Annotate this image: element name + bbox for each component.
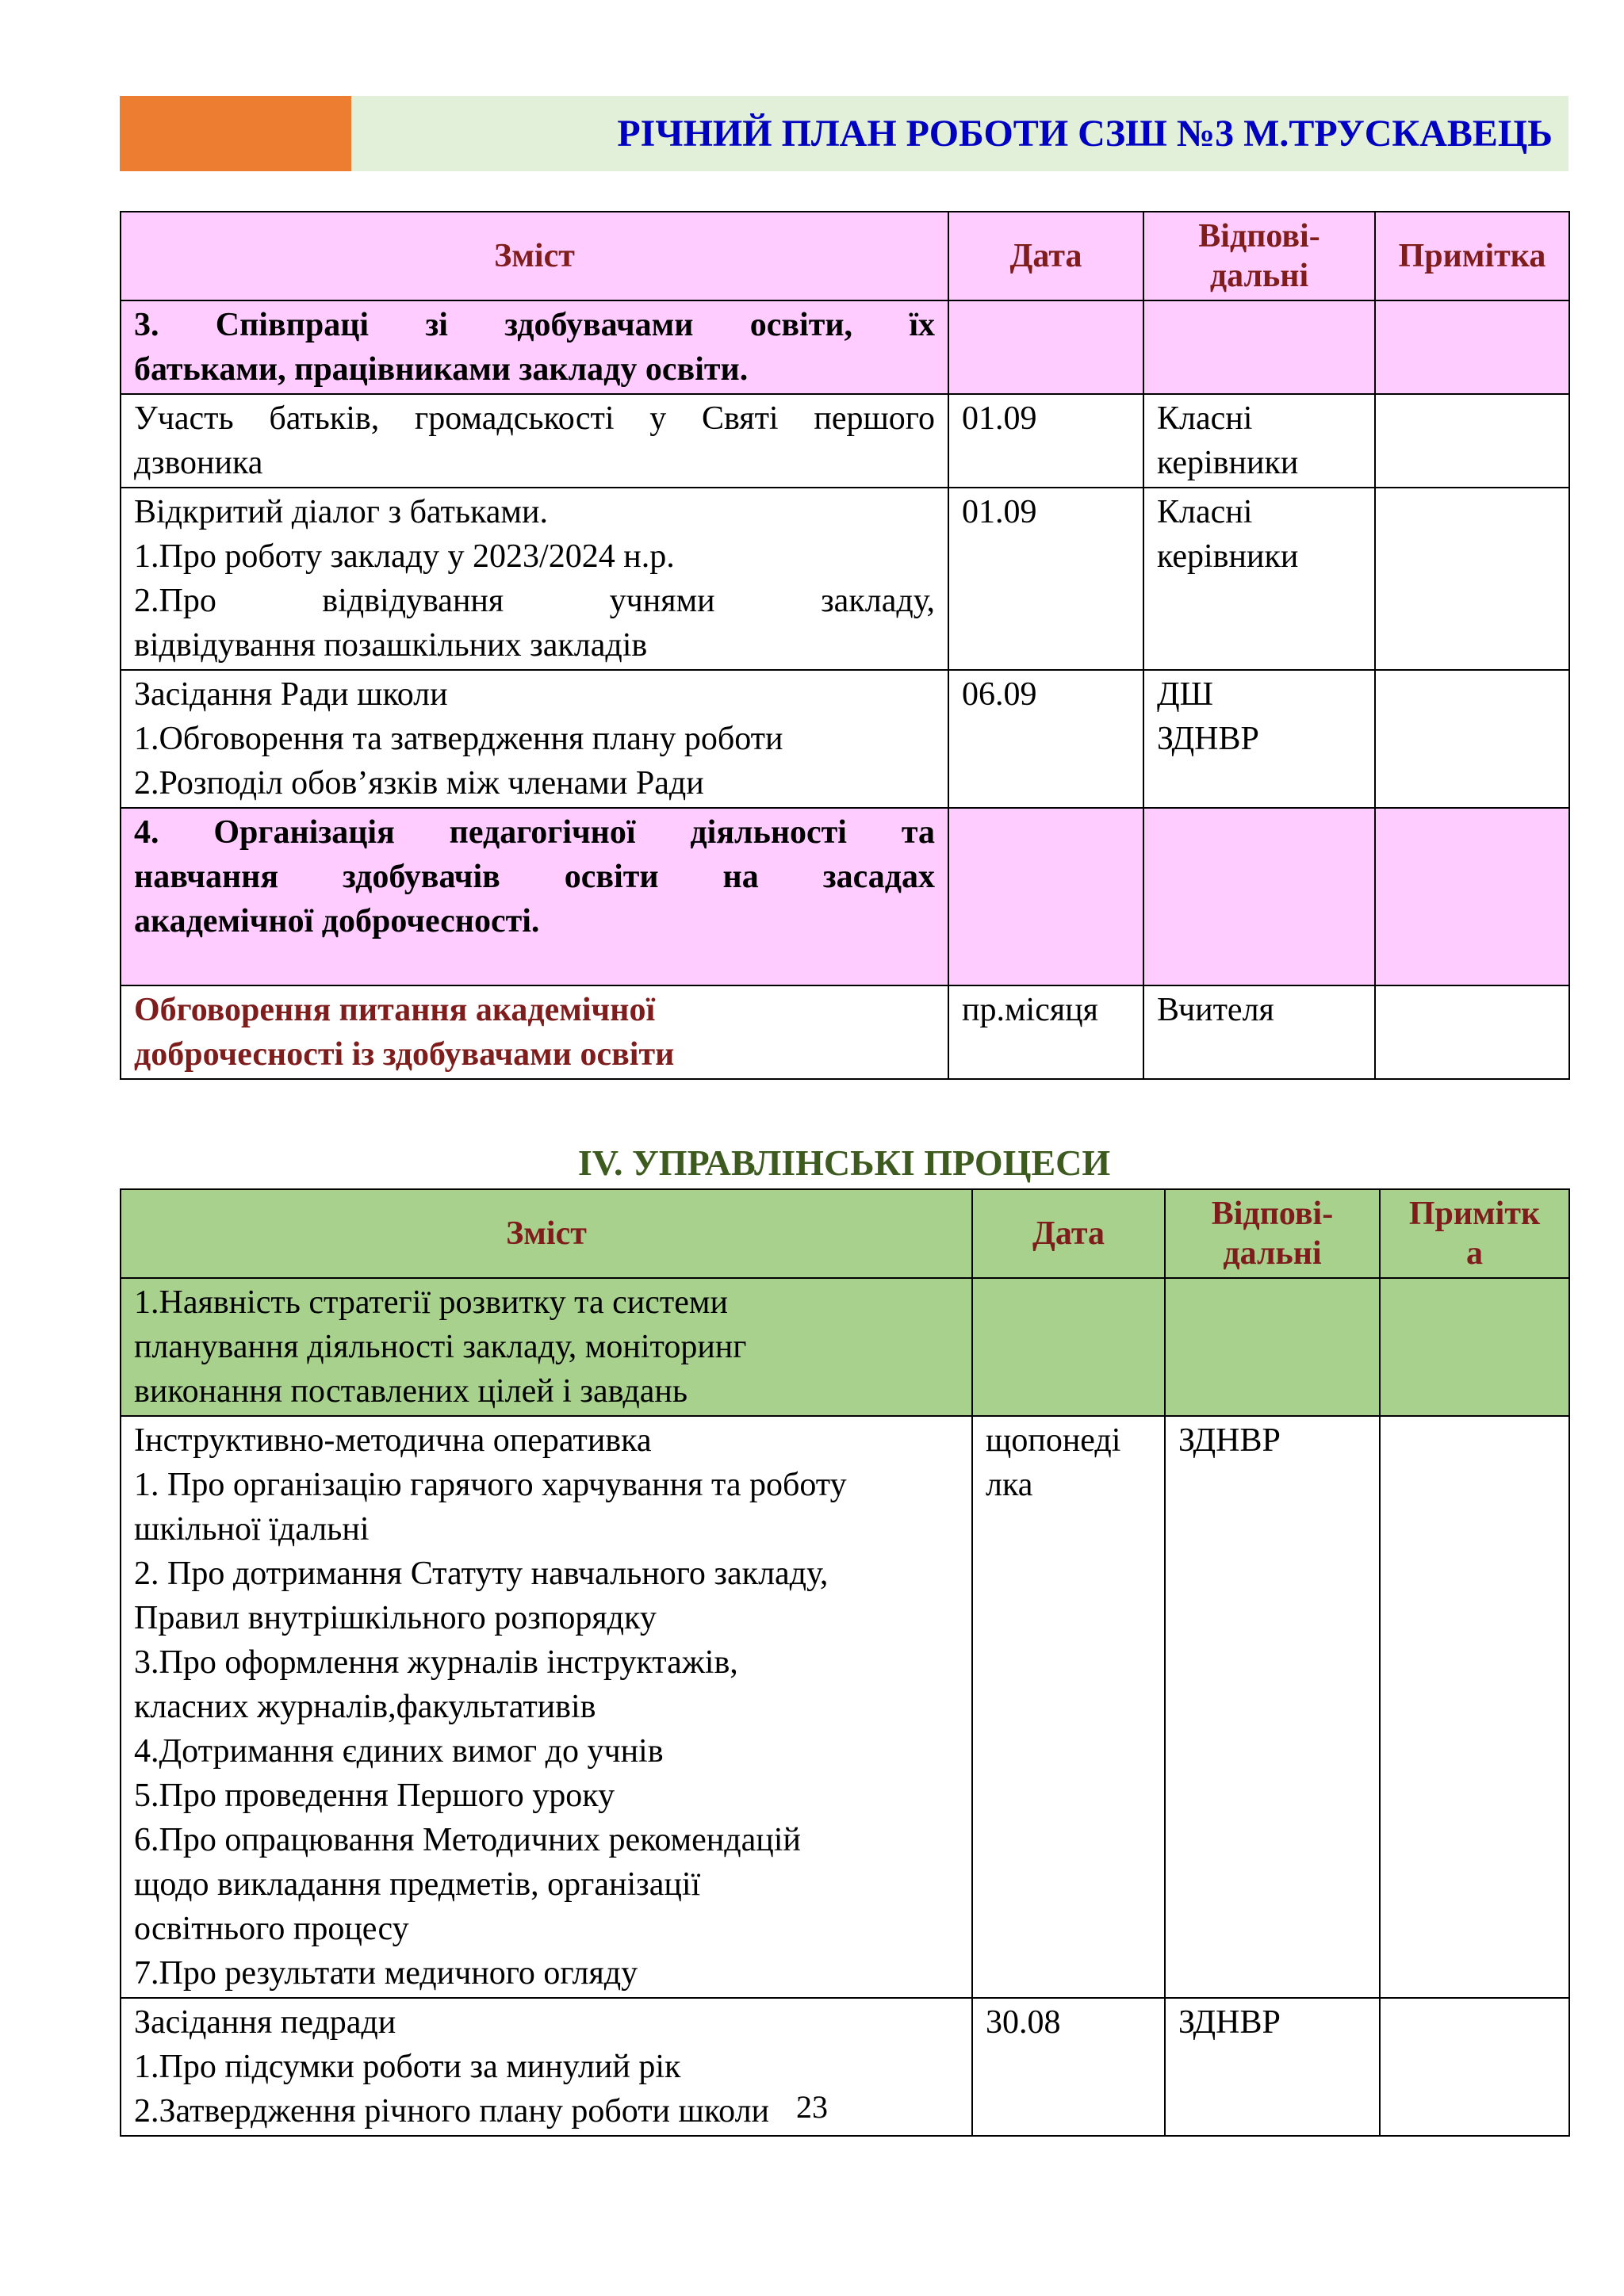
plan-table-cooperation xyxy=(120,211,1570,1080)
header-date: Дата xyxy=(948,212,1143,300)
section-4-title: 4. Організація педагогічної діяльності та навчання здобувачів освіти на засадах академічної доброчесності. xyxy=(121,808,948,985)
header-content: Зміст xyxy=(121,212,948,300)
row-content: Засідання педради 1.Про підсумки роботи за минулий рік 2.Затвердження річного плану роботи школи xyxy=(121,1998,972,2136)
table-header-row xyxy=(121,212,1569,300)
section-row-4 xyxy=(121,808,1569,985)
page-number: 23 xyxy=(796,2089,828,2125)
row-content: Інструктивно-методична оперативка 1. Про організацію гарячого харчування та роботу шкільної їдальні 2. Про дотримання Статуту навчального закладу, Правил внутрішкільного розпорядку 3.Про оформлення журналів інструктажів, класних журналів,факультативів 4.Дотримання єдиних вимог до учнів 5.Про проведення Першого уроку 6.Про опрацювання Методичних рекомендацій щодо викладання предметів, організації освітнього процесу 7.Про результати медичного огляду xyxy=(121,1416,972,1998)
section-title: IV. УПРАВЛІНСЬКІ ПРОЦЕСИ xyxy=(577,1142,1111,1183)
table-row xyxy=(121,394,1569,488)
section-row-3 xyxy=(121,300,1569,394)
header-content: Зміст xyxy=(121,1189,972,1278)
page-header xyxy=(120,96,1568,171)
row-date: 06.09 xyxy=(948,670,1143,808)
header-note: Примітк а xyxy=(1380,1189,1569,1278)
row-date: пр.місяця xyxy=(948,985,1143,1079)
row-responsible: ЗДНВР xyxy=(1165,1416,1380,1998)
row-note xyxy=(1375,394,1569,488)
row-responsible: ДШ ЗДНВР xyxy=(1143,670,1375,808)
table-row xyxy=(121,488,1569,670)
table-row xyxy=(121,670,1569,808)
header-accent-block xyxy=(120,96,351,171)
row-date: 01.09 xyxy=(948,394,1143,488)
row-note xyxy=(1375,488,1569,670)
section-3-title: 3. Співпраці зі здобувачами освіти, їх батьками, працівниками закладу освіти. xyxy=(121,300,948,394)
row-responsible: Класні керівники xyxy=(1143,394,1375,488)
section-row-1 xyxy=(121,1278,1569,1416)
row-content: Обговорення питання академічної доброчесності із здобувачами освіти xyxy=(121,985,948,1079)
table-row xyxy=(121,985,1569,1079)
row-note xyxy=(1375,985,1569,1079)
header-responsible: Відпові- дальні xyxy=(1165,1189,1380,1278)
row-content: Відкритий діалог з батьками. 1.Про роботу закладу у 2023/2024 н.р. 2.Про відвідування учнями закладу, відвідування позашкільних закладів xyxy=(121,488,948,670)
row-date: щопонеді лка xyxy=(972,1416,1165,1998)
row-date: 01.09 xyxy=(948,488,1143,670)
header-note: Примітка xyxy=(1375,212,1569,300)
row-responsible: ЗДНВР xyxy=(1165,1998,1380,2136)
row-responsible: Класні керівники xyxy=(1143,488,1375,670)
header-title: РІЧНИЙ ПЛАН РОБОТИ СЗШ №3 М.ТРУСКАВЕЦЬ xyxy=(617,113,1553,155)
section-1-title: 1.Наявність стратегії розвитку та системи планування діяльності закладу, моніторинг виконання поставлених цілей і завдань xyxy=(121,1278,972,1416)
row-content: Участь батьків, громадськості у Святі першого дзвоника xyxy=(121,394,948,488)
row-note xyxy=(1375,670,1569,808)
row-responsible: Вчителя xyxy=(1143,985,1375,1079)
plan-table-management xyxy=(120,1188,1570,2137)
row-note xyxy=(1380,1416,1569,1998)
header-responsible: Відпові- дальні xyxy=(1143,212,1375,300)
row-date: 30.08 xyxy=(972,1998,1165,2136)
table-header-row xyxy=(121,1189,1569,1278)
header-date: Дата xyxy=(972,1189,1165,1278)
header-bar xyxy=(351,96,1568,171)
row-content: Засідання Ради школи 1.Обговорення та затвердження плану роботи 2.Розподіл обов’язків між членами Ради xyxy=(121,670,948,808)
table-row xyxy=(121,1416,1569,1998)
